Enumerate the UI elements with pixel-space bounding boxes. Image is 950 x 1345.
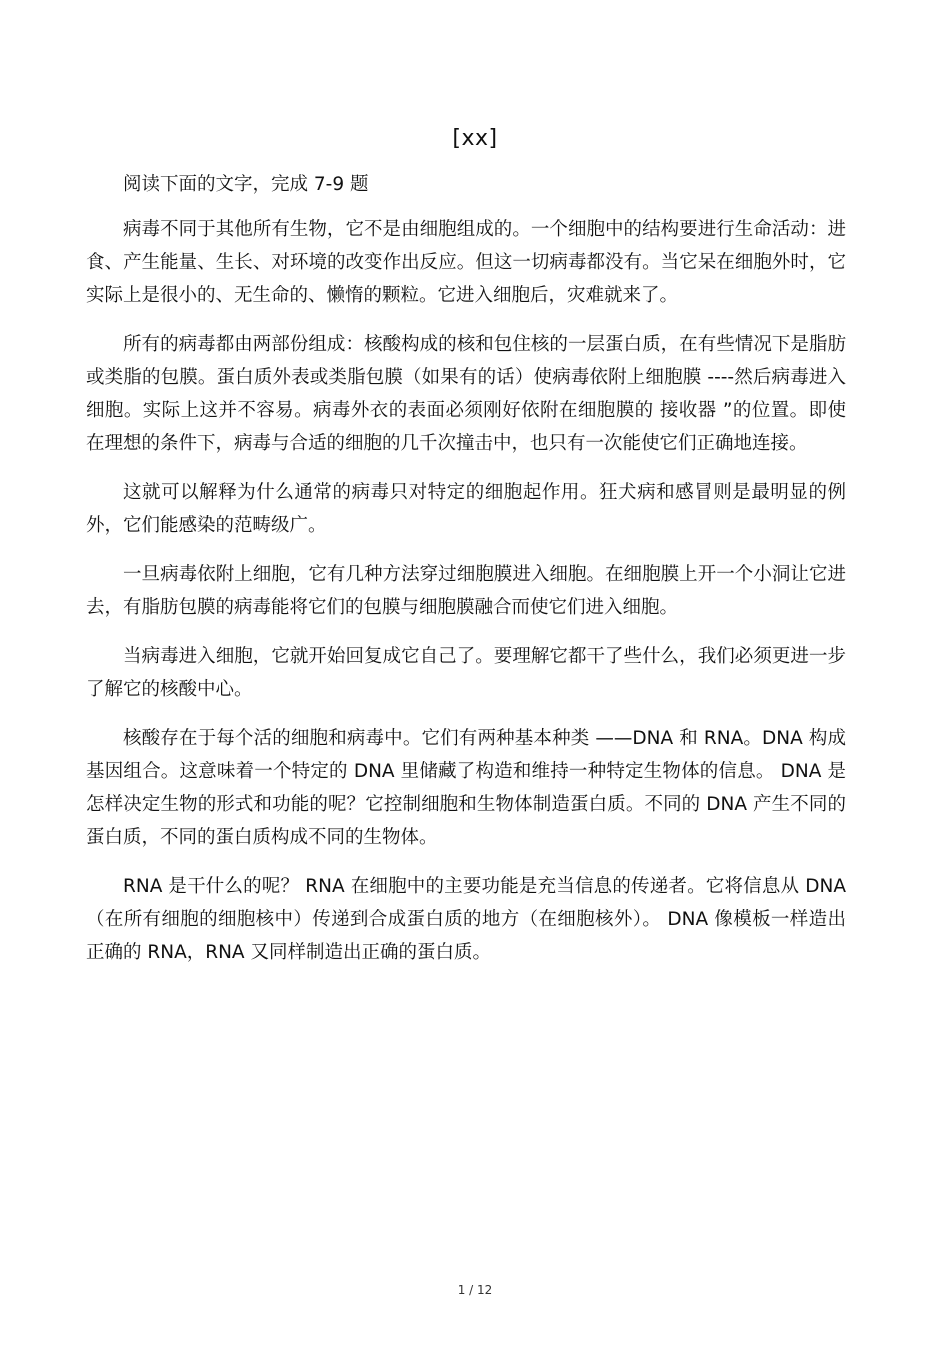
paragraph-rna-function: RNA 是干什么的呢？ RNA 在细胞中的主要功能是充当信息的传递者。它将信息从 DNA（在所有细胞的细胞核中）传递到合成蛋白质的地方（在细胞核外）。 DNA 像模板一样造出正确的 RNA，RNA 又同样制造出正确的蛋白质。 [86,876,846,963]
document-title: [xx] [452,126,498,151]
paragraph-cell-entry: 一旦病毒依附上细胞，它有几种方法穿过细胞膜进入细胞。在细胞膜上开一个小洞让它进去，有脂肪包膜的病毒能将它们的包膜与细胞膜融合而使它们进入细胞。 [86,564,846,618]
paragraph-replication: 当病毒进入细胞，它就开始回复成它自己了。要理解它都干了些什么，我们必须更进一步了解它的核酸中心。 [86,646,846,700]
paragraph-nucleic-acid: 核酸存在于每个活的细胞和病毒中。它们有两种基本种类 ——DNA 和 RNA。DNA 构成基因组合。这意味着一个特定的 DNA 里储藏了构造和维持一种特定生物体的信息。 DNA 是怎样决定生物的形式和功能的呢？它控制细胞和生物体制造蛋白质。不同的 DNA 产生不同的蛋白质，不同的蛋白质构成不同的生物体。 [86,728,846,848]
paragraph-virus-structure: 所有的病毒都由两部份组成：核酸构成的核和包住核的一层蛋白质，在有些情况下是脂肪或类脂的包膜。蛋白质外表或类脂包膜（如果有的话）使病毒依附上细胞膜 ----然后病毒进入细胞。实际上这并不容易。病毒外衣的表面必须刚好依附在细胞膜的 接收器 ”的位置。即使在理想的条件下，病毒与合适的细胞的几千次撞击中，也只有一次能使它们正确地连接。 [86,334,846,454]
paragraph-virus-definition: 病毒不同于其他所有生物，它不是由细胞组成的。一个细胞中的结构要进行生命活动：进食、产生能量、生长、对环境的改变作出反应。但这一切病毒都没有。当它呆在细胞外时，它实际上是很小的、无生命的、懒惰的颗粒。它进入细胞后，灾难就来了。 [86,219,846,306]
document-body [86,168,846,981]
paragraph-specific-cells: 这就可以解释为什么通常的病毒只对特定的细胞起作用。狂犬病和感冒则是最明显的例外，它们能感染的范畴级广。 [86,482,846,536]
page-number: 1 / 12 [457,1283,493,1297]
instruction-paragraph: 阅读下面的文字，完成 7-9 题 [123,174,369,195]
